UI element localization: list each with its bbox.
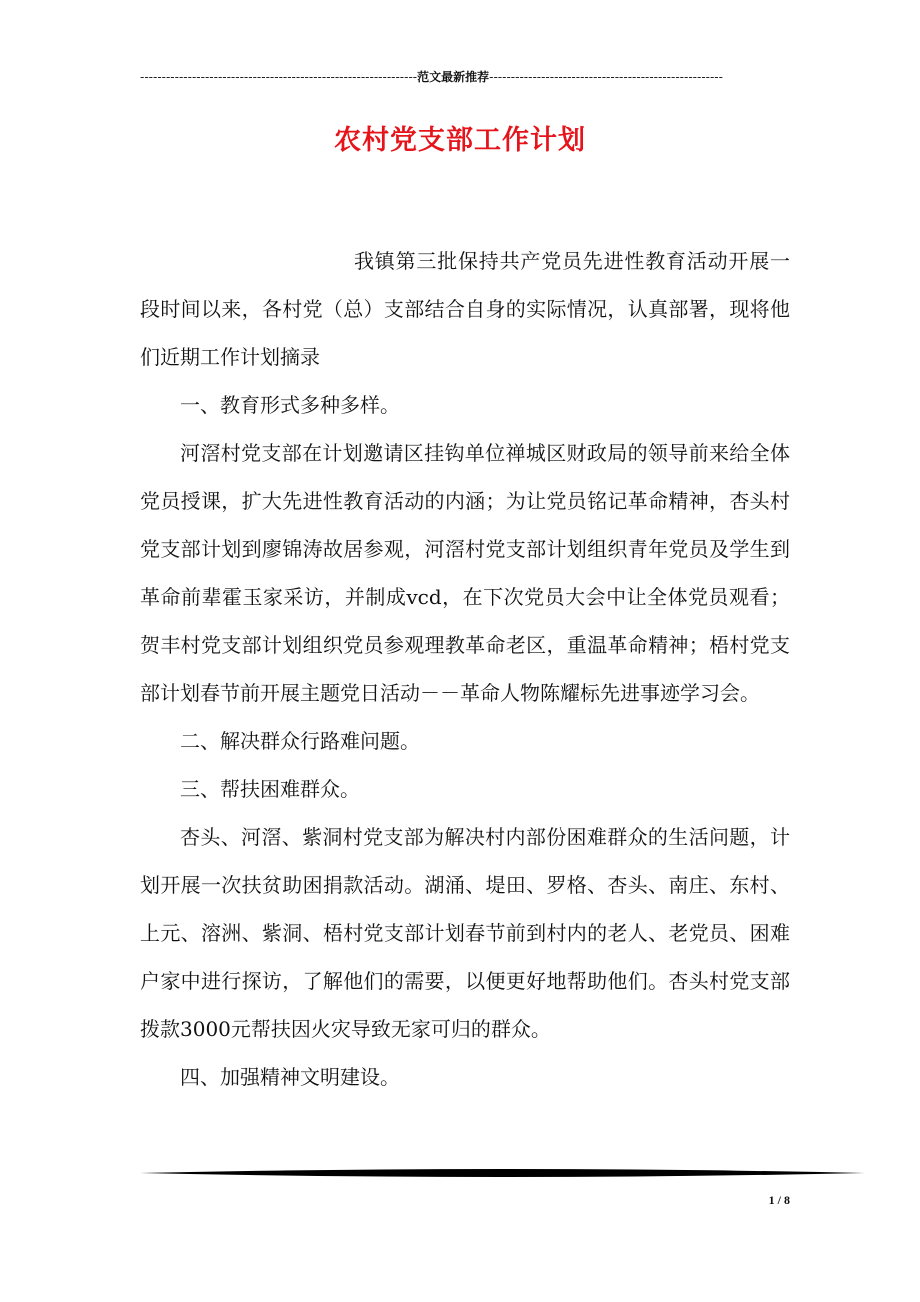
page-number: 1 / 8	[768, 1193, 790, 1207]
header-dashes-left: ----------------------------------------------------------------	[140, 70, 418, 84]
body-paragraph: 杏头、河滘、紫洞村党支部为解决村内部份困难群众的生活问题，计划开展一次扶贫助困捐款活动。湖涌、堤田、罗格、杏头、南庄、东村、上元、溶洲、紫洞、梧村党支部计划春节前到村内的老人、老党员、困难户家中进行探访，了解他们的需要，以便更好地帮助他们。杏头村党支部拨款3000元帮扶因火灾导致无家可归的群众。	[140, 825, 790, 1041]
footer-divider	[140, 1166, 865, 1180]
section-heading: 四、加强精神文明建设。	[180, 1065, 400, 1089]
section-heading: 二、解决群众行路难问题。	[180, 729, 420, 753]
header-dashes-right: ------------------------------------------------------	[489, 70, 723, 84]
document-body	[140, 237, 790, 1101]
section-heading: 三、帮扶困难群众。	[180, 777, 360, 801]
intro-paragraph: 我镇第三批保持共产党员先进性教育活动开展一段时间以来，各村党（总）支部结合自身的实际情况，认真部署，现将他们近期工作计划摘录	[140, 249, 790, 369]
body-paragraph: 河滘村党支部在计划邀请区挂钩单位禅城区财政局的领导前来给全体党员授课，扩大先进性教育活动的内涵；为让党员铭记革命精神，杏头村党支部计划到廖锦涛故居参观，河滘村党支部计划组织青年党员及学生到革命前辈霍玉家采访，并制成vcd，在下次党员大会中让全体党员观看；贺丰村党支部计划组织党员参观理教革命老区，重温革命精神；梧村党支部计划春节前开展主题党日活动－－革命人物陈耀标先进事迹学习会。	[140, 441, 790, 705]
header-label: 范文最新推荐	[417, 70, 490, 84]
page-header	[140, 68, 770, 85]
section-heading: 一、教育形式多种多样。	[180, 393, 400, 417]
document-title: 农村党支部工作计划	[334, 125, 586, 156]
